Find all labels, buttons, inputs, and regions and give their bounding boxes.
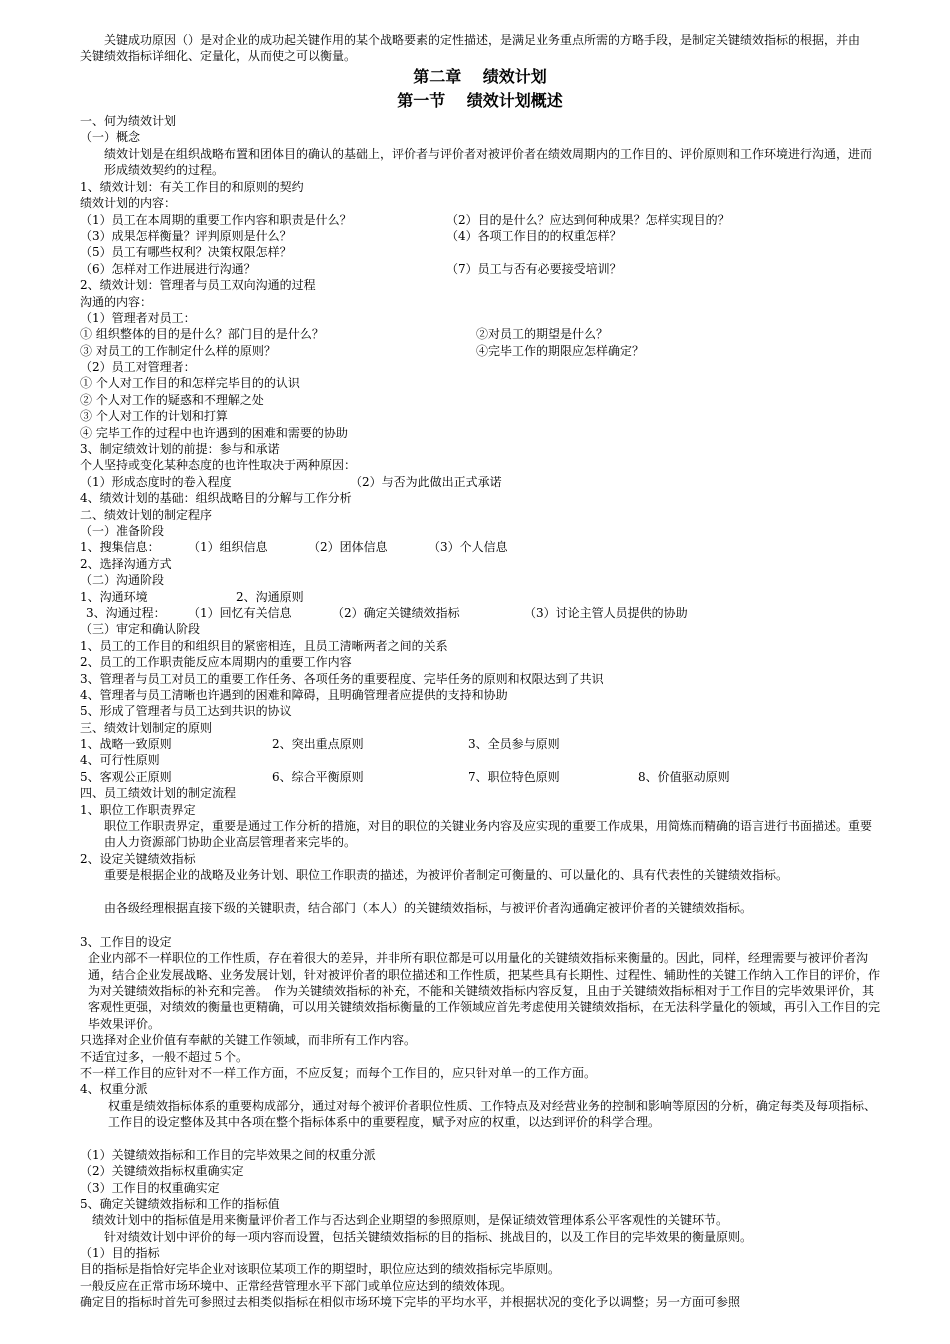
flow-3-heading: 3、工作目的设定 bbox=[80, 934, 172, 949]
employee-item: ③ 个人对工作的计划和打算 bbox=[80, 409, 228, 424]
target-text: 目的指标是指恰好完毕企业对该职位某项工作的期望时，职位应达到的绩效指标完毕原则。 bbox=[80, 1262, 561, 1277]
flow-2-heading: 2、设定关键绩效指标 bbox=[80, 852, 196, 867]
content-item: （5）员工有哪些权利？决策权限怎样？ bbox=[80, 245, 292, 260]
heading-concept: （一）概念 bbox=[80, 130, 141, 145]
comm-item: 3、沟通过程： bbox=[86, 605, 166, 620]
principle-item: 4、可行性原则 bbox=[80, 753, 160, 768]
point-2: 2、绩效计划：管理者与员工双向沟通的过程 bbox=[80, 278, 316, 293]
flow-3-paragraph: 企业内部不一样职位的工作性质，存在着很大的差异，并非所有职位都是可以用量化的关键绩效指标来衡量的。因此，同样，经理需要与被评价者沟通，结合企业发展战略、业务发展计划，针对被评价者的职位描述和工作性质，把某些具有长期性、过程性、辅助性的关键工作纳入工作目的评价，作为对关键绩效指标的补充和完善。 作为关键绩效指标的补充，不能和关键绩效指标内容反复，且由于关键绩效指标相对于工作目的完毕效果评价，其客观性更强，对绩效的衡量也更精确，可以用关键绩效指标衡量的工作领域应首先考虑使用关键绩效指标，在无法科学量化的领域，再引入工作目的完毕效果评价。 bbox=[88, 951, 881, 1031]
flow-2-paragraph-b: 由各级经理根据直接下级的关键职责，结合部门（本人）的关键绩效指标，与被评价者沟通确定被评价者的关键绩效指标。 bbox=[104, 901, 753, 916]
review-item: 3、管理者与员工对员工的重要工作任务、各项任务的重要程度、完毕任务的原则和权限达到了共识 bbox=[80, 671, 604, 686]
point-3-row bbox=[80, 474, 880, 490]
principle-item: 5、客观公正原则 bbox=[80, 769, 172, 784]
review-heading: （三）审定和确认阶段 bbox=[80, 622, 201, 637]
point-4: 4、绩效计划的基础：组织战略目的分解与工作分析 bbox=[80, 491, 352, 506]
prep-item: 2、选择沟通方式 bbox=[80, 556, 172, 571]
flow-5-paragraph-a: 绩效计划中的指标值是用来衡量评价者工作与否达到企业期望的参照原则，是保证绩效管理体系公平客观性的关键环节。 bbox=[92, 1213, 729, 1228]
point-3-text: 个人坚持或变化某种态度的也许性取决于两种原因： bbox=[80, 458, 357, 473]
flow-5-paragraph-b: 针对绩效计划中评价的每一项内容而设置，包括关键绩效指标的目的指标、挑战目的，以及工作目的完毕效果的衡量原则。 bbox=[104, 1229, 753, 1244]
manager-item: ④完毕工作的期限应怎样确定？ bbox=[476, 343, 645, 358]
review-item: 4、管理者与员工清晰也许遇到的困难和障碍，且明确管理者应提供的支持和协助 bbox=[80, 687, 508, 702]
flow-3-item: 只选择对企业价值有奉献的关键工作领域，而非所有工作内容。 bbox=[80, 1033, 417, 1048]
comm-item: （2）确定关键绩效指标 bbox=[332, 605, 460, 620]
reason-item: （2）与否为此做出正式承诺 bbox=[350, 474, 502, 489]
manager-item: ②对员工的期望是什么？ bbox=[476, 327, 609, 342]
target-heading: （1）目的指标 bbox=[80, 1246, 160, 1261]
point-3: 3、制定绩效计划的前提：参与和承诺 bbox=[80, 442, 280, 457]
flow-3-item: 不一样工作目的应针对不一样工作方面，不应反复；而每个工作目的，应只针对单一的工作方面。 bbox=[80, 1065, 597, 1080]
section-title: 第一节 绩效计划概述 bbox=[397, 91, 563, 110]
principle-item: 2、突出重点原则 bbox=[272, 737, 364, 752]
review-item: 5、形成了管理者与员工达到共识的协议 bbox=[80, 704, 292, 719]
document-page bbox=[80, 32, 880, 1311]
target-text: 确定目的指标时首先可参照过去相类似指标在相似市场环境下完毕的平均水平，并根据状况的变化予以调整；另一方面可参照 bbox=[80, 1295, 741, 1310]
concept-paragraph: 绩效计划是在组织战略布置和团体目的确认的基础上，评价者与评价者对被评价者在绩效周期内的工作目的、评价原则和工作环境进行沟通，进而形成绩效契约的过程。 bbox=[104, 146, 873, 178]
prep-item: （2）团体信息 bbox=[308, 540, 388, 555]
manager-heading: （1）管理者对员工： bbox=[80, 310, 196, 325]
weight-item: （2）关键绩效指标权重确实定 bbox=[80, 1164, 244, 1179]
chapter-title: 第二章 绩效计划 bbox=[413, 67, 547, 86]
heading-1: 一、何为绩效计划 bbox=[80, 114, 177, 128]
prep-item: （3）个人信息 bbox=[428, 540, 508, 555]
comm-row-2 bbox=[80, 605, 880, 621]
content-row-1 bbox=[80, 212, 880, 228]
review-item: 1、员工的工作目的和组织目的紧密相连，且员工清晰两者之间的关系 bbox=[80, 638, 448, 653]
flow-1-paragraph: 职位工作职责界定，重要是通过工作分析的措施，对目的职位的关键业务内容及应实现的重要工作成果，用简炼而精确的语言进行书面描述。重要由人力资源部门协助企业高层管理者来完毕的。 bbox=[104, 819, 873, 850]
content-row-3 bbox=[80, 261, 880, 277]
flow-2-paragraph-a: 重要是根据企业的战略及业务计划、职位工作职责的描述，为被评价者制定可衡量的、可以量化的、具有代表性的关键绩效指标。 bbox=[104, 868, 789, 883]
comm-row-1 bbox=[80, 589, 880, 605]
comm-item: （1）回忆有关信息 bbox=[188, 605, 292, 620]
principle-row-1 bbox=[80, 736, 880, 752]
principle-item: 7、职位特色原则 bbox=[468, 769, 560, 784]
content-item: （1）员工在本周期的重要工作内容和职责是什么？ bbox=[80, 212, 352, 227]
manager-item: ③ 对员工的工作制定什么样的原则？ bbox=[80, 343, 276, 358]
comm-item: （3）讨论主管人员提供的协助 bbox=[524, 605, 688, 620]
content-item: （2）目的是什么？应达到何种成果？怎样实现目的？ bbox=[446, 212, 730, 227]
content-item: （4）各项工作目的的权重怎样？ bbox=[446, 228, 622, 243]
content-item: （7）员工与否有必要接受培训？ bbox=[446, 261, 622, 276]
principle-item: 3、全员参与原则 bbox=[468, 737, 560, 752]
principle-item: 1、战略一致原则 bbox=[80, 737, 172, 752]
employee-item: ④ 完毕工作的过程中也许遇到的困难和需要的协助 bbox=[80, 425, 348, 440]
flow-3-item: 不适宜过多，一般不超过５个。 bbox=[80, 1049, 249, 1064]
comm-item: 1、沟通环境 bbox=[80, 589, 148, 604]
prep-row bbox=[80, 539, 880, 555]
heading-4: 四、员工绩效计划的制定流程 bbox=[80, 786, 237, 801]
flow-1-heading: 1、职位工作职责界定 bbox=[80, 802, 196, 817]
weight-item: （1）关键绩效指标和工作目的完毕效果之间的权重分派 bbox=[80, 1147, 376, 1162]
content-row-2 bbox=[80, 228, 880, 244]
employee-item: ① 个人对工作目的和怎样完毕目的的认识 bbox=[80, 376, 300, 391]
flow-4-paragraph: 权重是绩效指标体系的重要构成部分，通过对每个被评价者职位性质、工作特点及对经营业务的控制和影响等原因的分析，确定每类及每项指标、工作目的设定整体及其中各项在整个指标体系中的重要程度，赋予对应的权重，以达到评价的科学合理。 bbox=[108, 1098, 877, 1130]
prep-heading: （一）准备阶段 bbox=[80, 523, 165, 538]
heading-3: 三、绩效计划制定的原则 bbox=[80, 720, 213, 735]
content-item: （6）怎样对工作进展进行沟通？ bbox=[80, 261, 256, 276]
comm-item: 2、沟通原则 bbox=[236, 589, 304, 604]
principle-row-2 bbox=[80, 769, 880, 785]
principle-item: 6、综合平衡原则 bbox=[272, 769, 364, 784]
manager-row-2 bbox=[80, 343, 880, 359]
point-1: 1、绩效计划：有关工作目的和原则的契约 bbox=[80, 179, 304, 194]
flow-5-heading: 5、确定关键绩效指标和工作的指标值 bbox=[80, 1196, 280, 1211]
content-heading: 绩效计划的内容： bbox=[80, 196, 177, 211]
heading-2: 二、绩效计划的制定程序 bbox=[80, 507, 213, 522]
employee-heading: （2）员工对管理者： bbox=[80, 360, 196, 375]
review-item: 2、员工的工作职责能反应本周期内的重要工作内容 bbox=[80, 655, 352, 670]
employee-item: ② 个人对工作的疑惑和不理解之处 bbox=[80, 392, 264, 407]
manager-item: ① 组织整体的目的是什么？部门目的是什么？ bbox=[80, 327, 324, 342]
intro-paragraph: 关键成功原因（）是对企业的成功起关键作用的某个战略要素的定性描述，是满足业务重点所需的方略手段，是制定关键绩效指标的根据，并由关键绩效指标详细化、定量化，从而使之可以衡量。 bbox=[80, 33, 861, 64]
weight-item: （3）工作目的权重确实定 bbox=[80, 1180, 220, 1195]
principle-item: 8、价值驱动原则 bbox=[638, 769, 730, 784]
manager-row-1 bbox=[80, 326, 880, 342]
communication-heading: 沟通的内容： bbox=[80, 294, 153, 309]
content-item: （3）成果怎样衡量？评判原则是什么？ bbox=[80, 228, 292, 243]
reason-item: （1）形成态度时的卷入程度 bbox=[80, 474, 232, 489]
comm-heading: （二）沟通阶段 bbox=[80, 573, 165, 588]
target-text: 一般反应在正常市场环境中、正常经营管理水平下部门或单位应达到的绩效体现。 bbox=[80, 1278, 513, 1293]
prep-item: 1、搜集信息： bbox=[80, 540, 160, 555]
flow-4-heading: 4、权重分派 bbox=[80, 1082, 148, 1097]
prep-item: （1）组织信息 bbox=[188, 540, 268, 555]
